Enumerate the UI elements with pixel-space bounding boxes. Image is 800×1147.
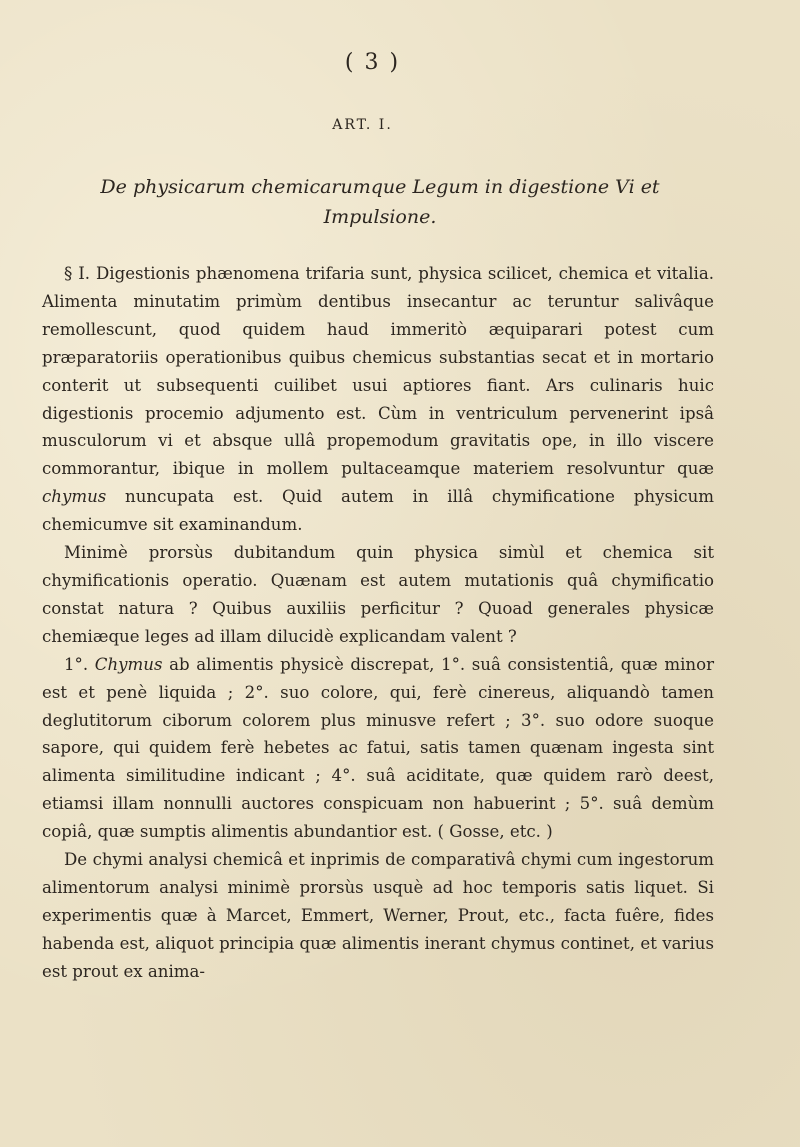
paragraph-1-part-a: § I. Digestionis phænomena trifaria sunt, physica scilicet, chemica et vitalia. Alimenta minutatim primùm dentibus insecantur ac teruntur salivâque remollescunt, quod quidem haud immeritò æquiparari potest cum præparatoriis operationibus quibus chemicus substantias secat et in mortario conterit ut subsequenti cuilibet usui aptiores fiant. Ars culinaris huic digestionis procemio adjumento est. Cùm in ventriculum pervenerint ipsâ musculorum vi et absque ullâ propemodum gravitatis ope, in illo viscere commorantur, ibique in mollem pultaceamque materiem resolvuntur quæ [42,264,714,479]
body-text [42,260,714,986]
paragraph-1-italic-term: chymus [42,487,107,507]
paragraph-4: De chymi analysi chemicâ et inprimis de comparativâ chymi cum ingestorum alimentorum analysi minimè prorsùs usquè ad hoc temporis satis liquet. Si experimentis quæ à Marcet, Emmert, Werner, Prout, etc., facta fuêre, fides habenda est, aliquot principia quæ alimentis inerant chymus continet, et varius est prout ex anima- [42,850,714,981]
article-heading: ART. I. [332,117,393,133]
paragraph-3 [42,651,714,846]
paragraph-1-part-b: nuncupata est. Quid autem in illâ chymificatione physicum chemicumve sit examinandum. [42,487,714,535]
paragraph-3-part-b: ab alimentis physicè discrepat, 1°. suâ consistentiâ, quæ minor est et penè liquida ; 2°. suo colore, qui, ferè cinereus, aliquandò tamen deglutitorum ciborum colorem plus minusve refert ; 3°. suo odore suoque sapore, qui quidem ferè hebetes ac fatui, satis tamen quænam ingesta sint alimenta similitudine indicant ; 4°. suâ aciditate, quæ quidem rarò deest, etiamsi illam nonnulli auctores conspicuam non habuerint ; 5°. suâ demùm copiâ, quæ sumptis alimentis abundantior est. ( Gosse, etc. ) [42,654,714,842]
section-title [60,172,700,232]
paragraph-3-part-a: 1°. [64,654,95,674]
paragraph-2: Minimè prorsùs dubitandum quin physica simùl et chemica sit chymificationis operatio. Quænam est autem mutationis quâ chymificatio constat natura ? Quibus auxiliis perficitur ? Quoad generales physicæ chemiæque leges ad illam dilucidè explicandam valent ? [42,543,714,646]
paragraph-1 [42,260,714,539]
page-number: ( 3 ) [344,50,401,75]
paragraph-3-italic-term: Chymus [94,654,163,674]
section-title-line-1: De physicarum chemicarumque Legum in digestione Vi et [100,176,660,198]
section-title-line-2: Impulsione. [323,206,437,228]
